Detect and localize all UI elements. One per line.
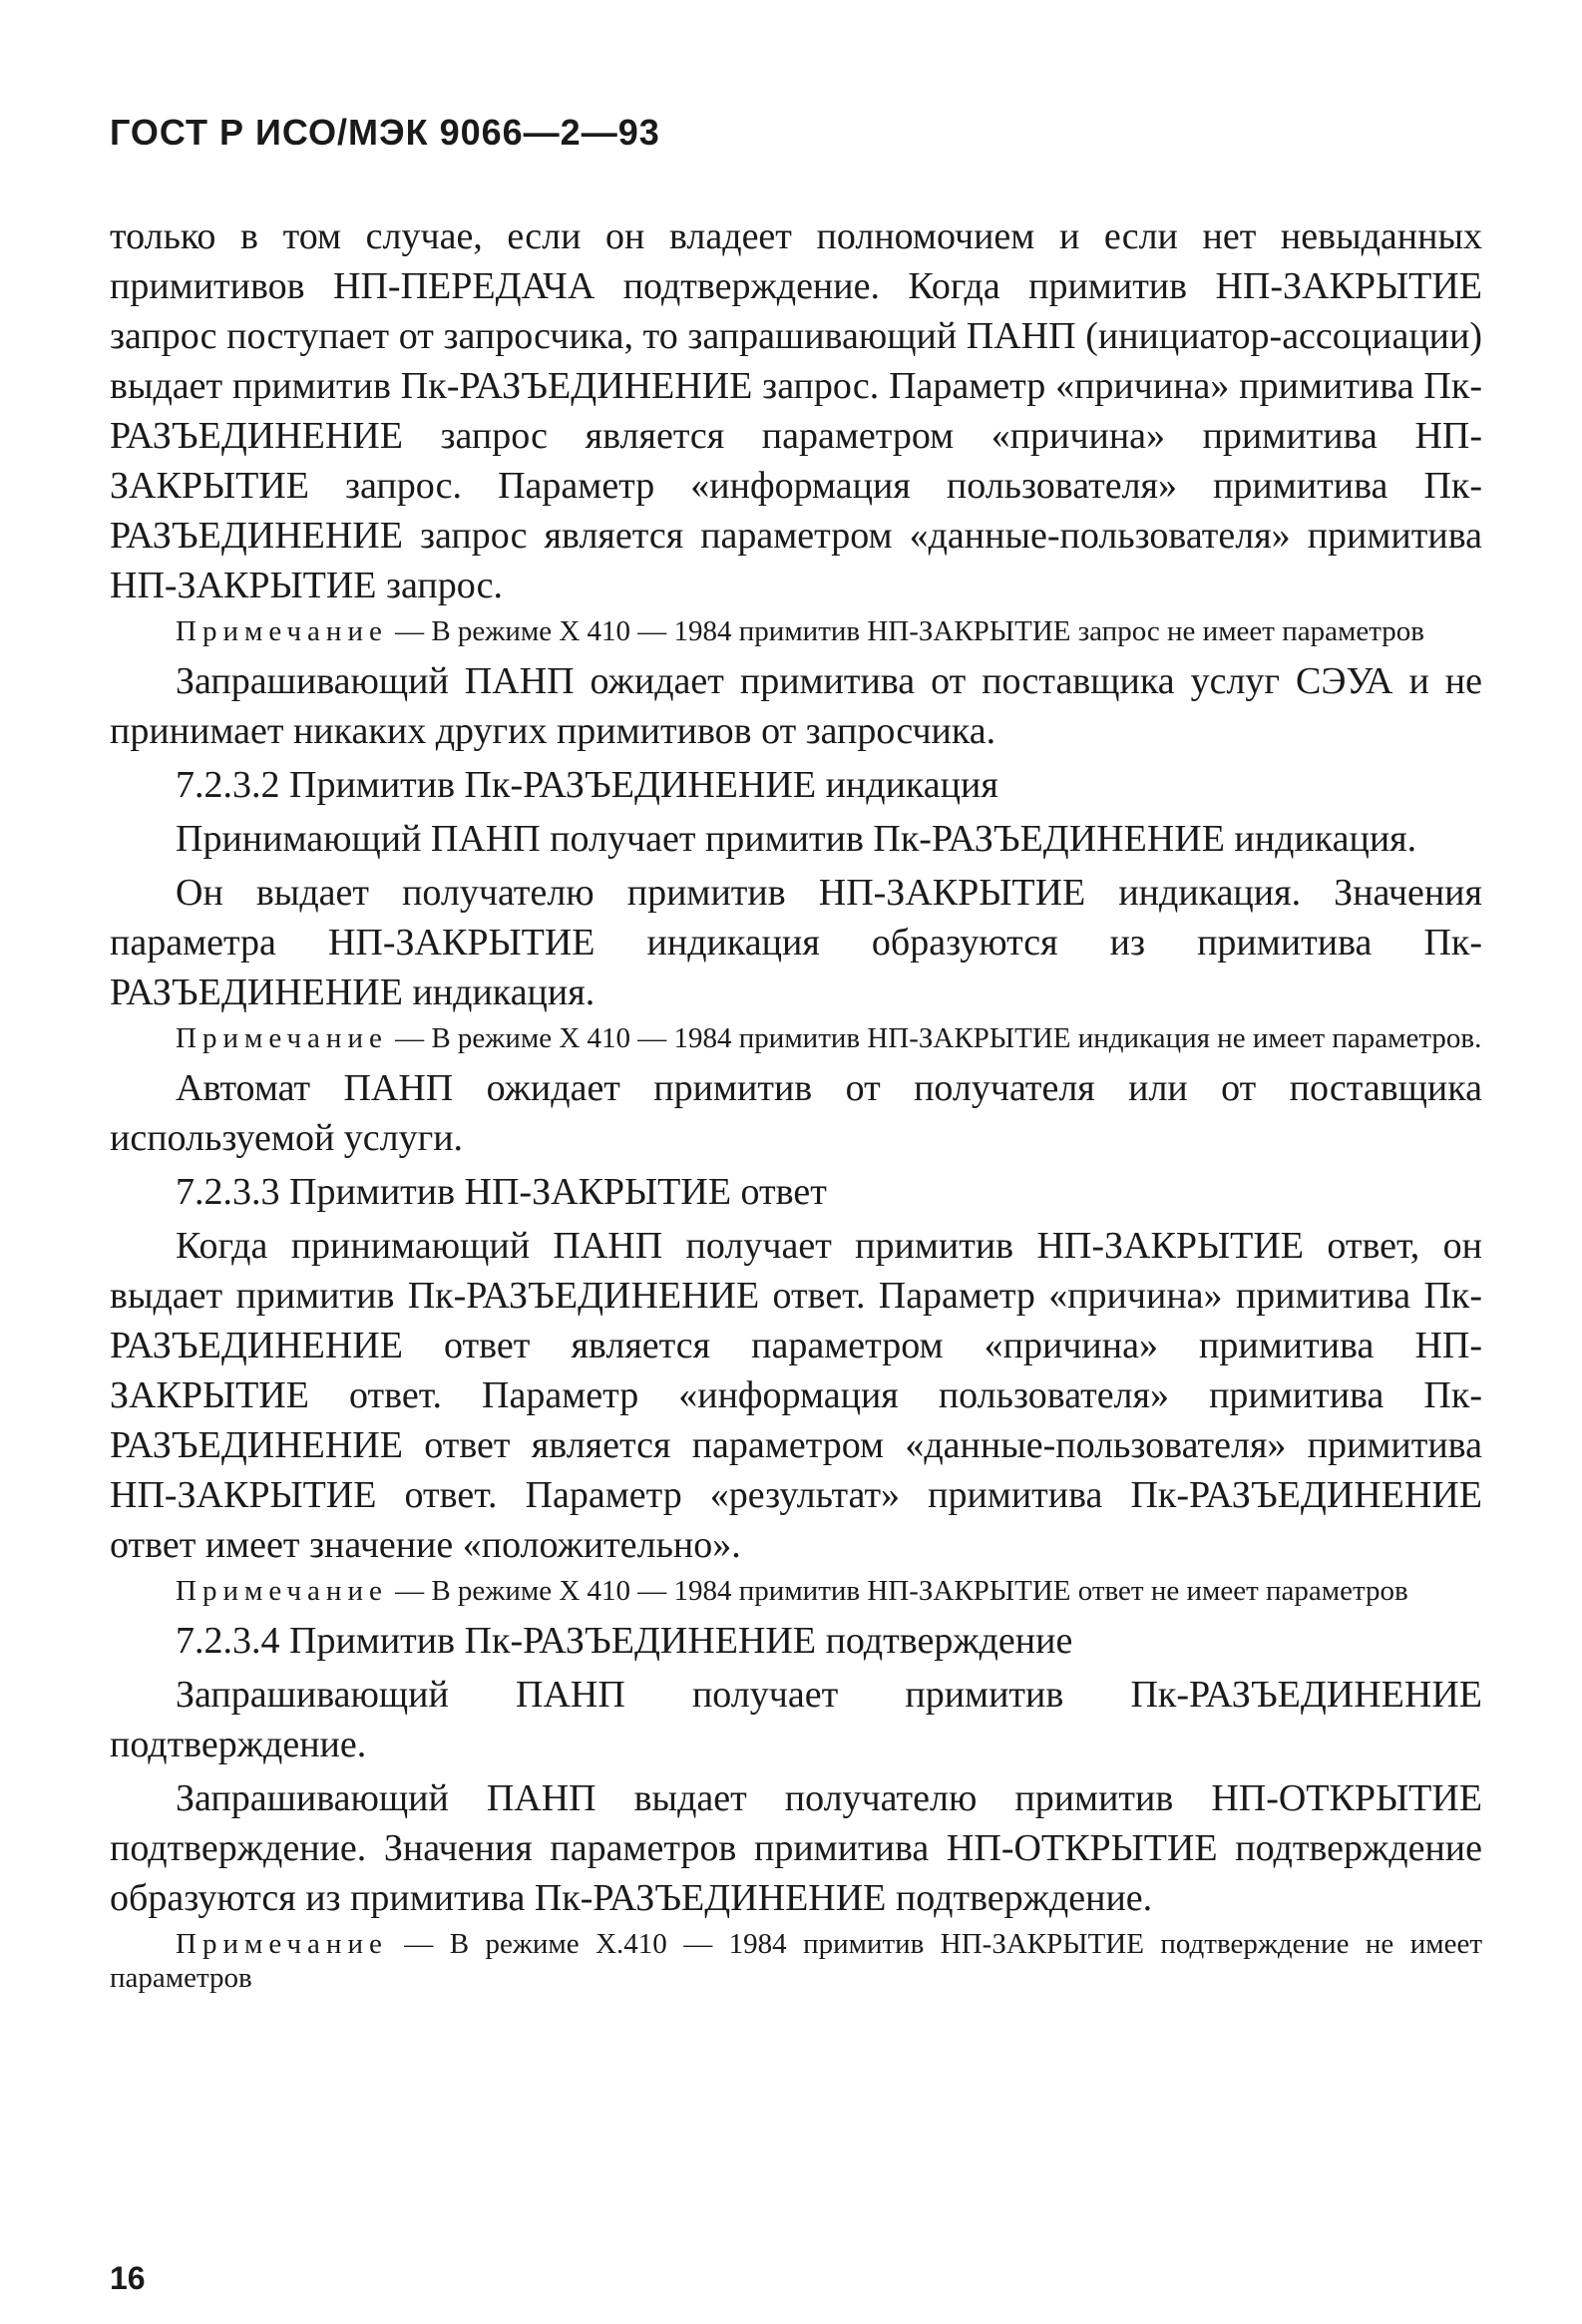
note-text: — В режиме X 410 — 1984 примитив НП-ЗАКРЫТИЕ ответ не имеет параметров [387, 1575, 1408, 1607]
section-heading: 7.2.3.2 Примитив Пк-РАЗЪЕДИНЕНИЕ индикация [176, 764, 998, 806]
section-heading: 7.2.3.3 Примитив НП-ЗАКРЫТИЕ ответ [176, 1171, 827, 1213]
note [110, 1021, 1482, 1055]
paragraph: Запрашивающий ПАНП ожидает примитива от поставщика услуг СЭУА и не принимает никаких других примитивов от запросчика. [110, 660, 1482, 752]
paragraph: Когда принимающий ПАНП получает примитив НП-ЗАКРЫТИЕ ответ, он выдает примитив Пк-РАЗЪЕДИНЕНИЕ ответ. Параметр «причина» примитива Пк-РАЗЪЕДИНЕНИЕ ответ является параметром «причина» примитива НП-ЗАКРЫТИЕ ответ. Параметр «информация пользователя» примитива Пк-РАЗЪЕДИНЕНИЕ ответ является параметром «данные-пользователя» примитива НП-ЗАКРЫТИЕ ответ. Параметр «результат» примитива Пк-РАЗЪЕДИНЕНИЕ ответ имеет значение «положительно». [110, 1225, 1482, 1566]
paragraph: Он выдает получателю примитив НП-ЗАКРЫТИЕ индикация. Значения параметра НП-ЗАКРЫТИЕ индикация образуются из примитива Пк-РАЗЪЕДИНЕНИЕ индикация. [110, 872, 1482, 1013]
note [110, 614, 1482, 648]
paragraph: Принимающий ПАНП получает примитив Пк-РАЗЪЕДИНЕНИЕ индикация. [176, 818, 1417, 860]
note-label: Примечание [176, 1022, 388, 1054]
note-label: Примечание [176, 1928, 388, 1960]
note-text: — В режиме X.410 — 1984 примитив НП-ЗАКРЫТИЕ подтверждение не имеет параметров [110, 1928, 1482, 1994]
note-label: Примечание [176, 615, 388, 647]
note-text: — В режиме X 410 — 1984 примитив НП-ЗАКРЫТИЕ индикация не имеет параметров. [387, 1022, 1482, 1054]
paragraph: Запрашивающий ПАНП выдает получателю примитив НП-ОТКРЫТИЕ подтверждение. Значения параметров примитива НП-ОТКРЫТИЕ подтверждение образуются из примитива Пк-РАЗЪЕДИНЕНИЕ подтверждение. [110, 1777, 1482, 1919]
document-body [110, 211, 1482, 1995]
section-heading: 7.2.3.4 Примитив Пк-РАЗЪЕДИНЕНИЕ подтверждение [176, 1620, 1073, 1662]
paragraph: только в том случае, если он владеет полномочием и если нет невыданных примитивов НП-ПЕРЕДАЧА подтверждение. Когда примитив НП-ЗАКРЫТИЕ запрос поступает от запросчика, то запрашивающий ПАНП (инициатор-ассоциации) выдает примитив Пк-РАЗЪЕДИНЕНИЕ запрос. Параметр «причина» примитива Пк-РАЗЪЕДИНЕНИЕ запрос является параметром «причина» примитива НП-ЗАКРЫТИЕ запрос. Параметр «информация пользователя» примитива Пк-РАЗЪЕДИНЕНИЕ запрос является параметром «данные-пользователя» примитива НП-ЗАКРЫТИЕ запрос. [110, 215, 1482, 606]
note-label: Примечание [176, 1575, 388, 1607]
note [110, 1574, 1482, 1608]
paragraph: Автомат ПАНП ожидает примитив от получателя или от поставщика используемой услуги. [110, 1067, 1482, 1159]
page-number: 16 [110, 2260, 146, 2296]
document-header: ГОСТ Р ИСО/МЭК 9066—2—93 [110, 112, 660, 153]
note [110, 1927, 1482, 1995]
note-text: — В режиме X 410 — 1984 примитив НП-ЗАКРЫТИЕ запрос не имеет параметров [387, 615, 1424, 647]
paragraph: Запрашивающий ПАНП получает примитив Пк-РАЗЪЕДИНЕНИЕ подтверждение. [110, 1674, 1482, 1765]
